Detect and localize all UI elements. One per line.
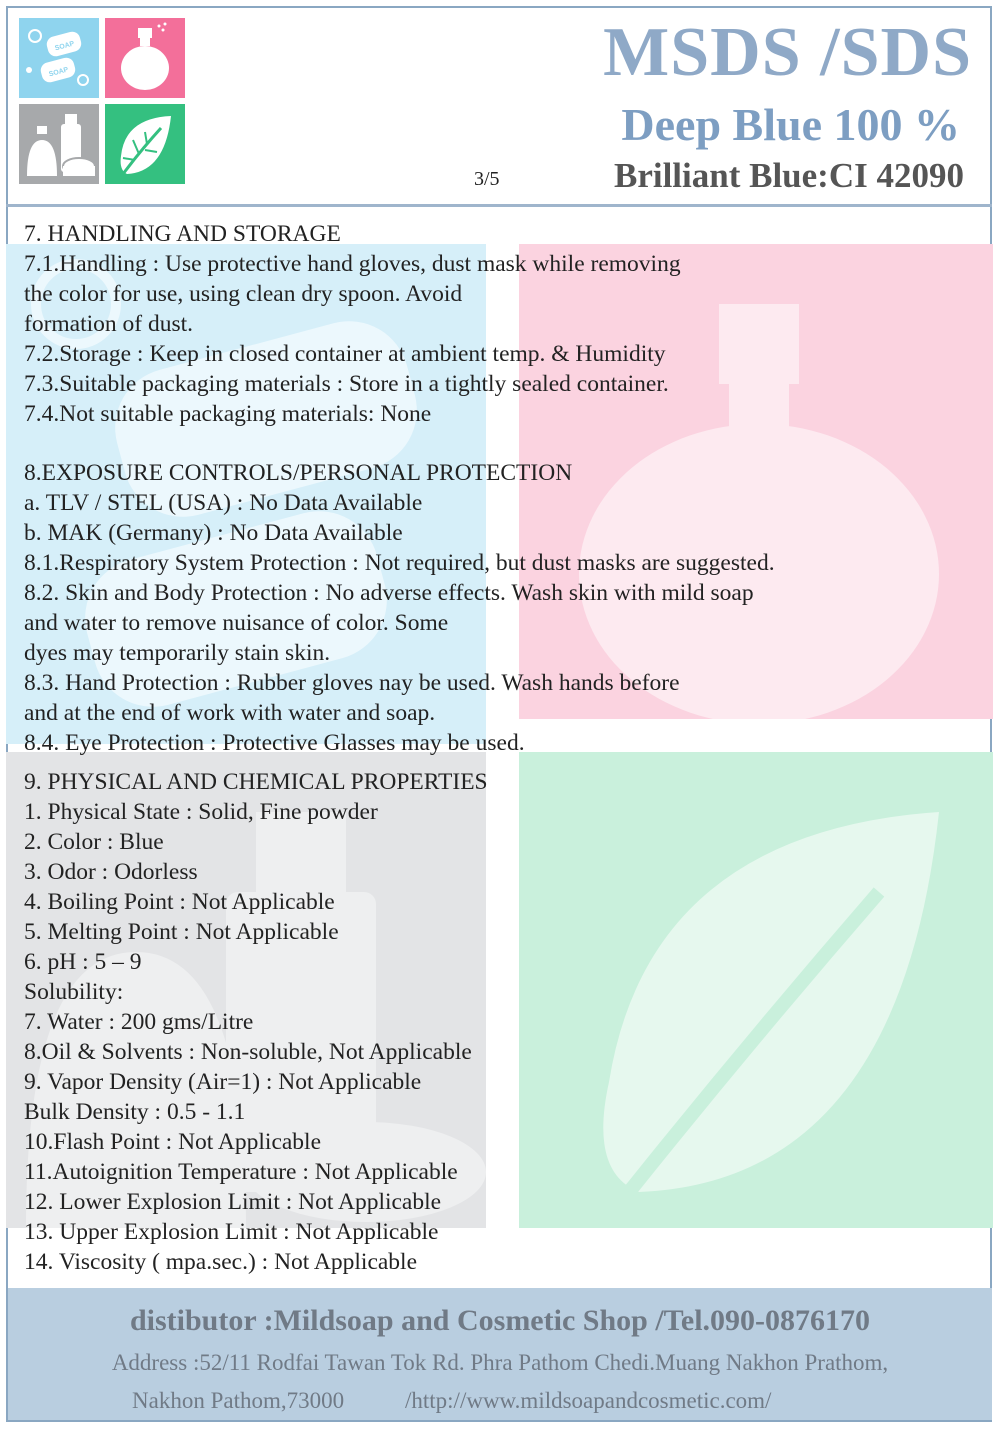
msds-content xyxy=(24,219,974,1277)
text-line: 3. Odor : Odorless xyxy=(24,859,198,885)
text-line: and water to remove nuisance of color. Some xyxy=(24,610,449,636)
text-line: 13. Upper Explosion Limit : Not Applicable xyxy=(24,1219,439,1245)
text-line: 8.1.Respiratory System Protection : Not required, but dust masks are suggested. xyxy=(24,550,775,576)
cosmetics-logo-tile xyxy=(19,104,99,184)
text-line: formation of dust. xyxy=(24,311,194,337)
text-line: dyes may temporarily stain skin. xyxy=(24,640,331,666)
text-line: 2. Color : Blue xyxy=(24,829,164,855)
text-line: 11.Autoignition Temperature : Not Applicable xyxy=(24,1159,458,1185)
website-link[interactable]: /http://www.mildsoapandcosmetic.com/ xyxy=(405,1388,772,1413)
text-line: 8.4. Eye Protection : Protective Glasses may be used. xyxy=(24,730,525,756)
text-line: 7.2.Storage : Keep in closed container at ambient temp. & Humidity xyxy=(24,341,666,367)
address-line-1: Address :52/11 Rodfai Tawan Tok Rd. Phra Pathom Chedi.Muang Nakhon Prathom, xyxy=(111,1350,889,1375)
text-line: and at the end of work with water and soap. xyxy=(24,700,436,726)
section-gap xyxy=(24,758,974,767)
text-line: Solubility: xyxy=(24,979,124,1005)
text-line: 1. Physical State : Solid, Fine powder xyxy=(24,799,378,825)
soap-icon xyxy=(19,18,99,98)
address-line-2: Nakhon Pathom,73000 xyxy=(132,1388,345,1413)
document-title: MSDS /SDS xyxy=(603,14,972,91)
section-handling-storage xyxy=(24,219,974,429)
svg-text:SOAP: SOAP xyxy=(54,40,76,53)
text-line: 12. Lower Explosion Limit : Not Applicable xyxy=(24,1189,442,1215)
text-line: 9. Vapor Density (Air=1) : Not Applicable xyxy=(24,1069,422,1095)
spray-bottle-logo-tile xyxy=(105,18,185,98)
text-line: 7.1.Handling : Use protective hand gloves, dust mask while removing xyxy=(24,251,681,277)
distributor-line: distibutor :Mildsoap and Cosmetic Shop /Tel.090-0876170 xyxy=(129,1304,871,1337)
text-line: a. TLV / STEL (USA) : No Data Available xyxy=(24,490,423,516)
product-name: Deep Blue 100 % xyxy=(621,99,960,150)
text-line: 7.4.Not suitable packaging materials: None xyxy=(24,401,432,427)
spray-bottle-icon xyxy=(105,18,185,98)
text-line: 14. Viscosity ( mpa.sec.) : Not Applicable xyxy=(24,1249,418,1275)
text-line: 7.3.Suitable packaging materials : Store in a tightly sealed container. xyxy=(24,371,669,397)
section-gap xyxy=(24,429,974,458)
cosmetic-bottles-icon xyxy=(19,104,99,184)
section-heading: 9. PHYSICAL AND CHEMICAL PROPERTIES xyxy=(24,769,488,795)
svg-text:SOAP: SOAP xyxy=(48,66,70,79)
text-line: 6. pH : 5 – 9 xyxy=(24,949,142,975)
soap-logo-tile xyxy=(19,18,99,98)
header-divider xyxy=(6,204,992,207)
text-line: 5. Melting Point : Not Applicable xyxy=(24,919,339,945)
text-line: 7. Water : 200 gms/Litre xyxy=(24,1009,254,1035)
text-line: the color for use, using clean dry spoon. Avoid xyxy=(24,281,463,307)
leaf-icon xyxy=(105,104,185,184)
footer xyxy=(8,1288,992,1420)
page-number: 3/5 xyxy=(474,168,500,190)
section-heading: 8.EXPOSURE CONTROLS/PERSONAL PROTECTION xyxy=(24,460,573,486)
text-line: Bulk Density : 0.5 - 1.1 xyxy=(24,1099,246,1125)
section-heading: 7. HANDLING AND STORAGE xyxy=(24,221,341,247)
leaf-logo-tile xyxy=(105,104,185,184)
text-line: 8.2. Skin and Body Protection : No adverse effects. Wash skin with mild soap xyxy=(24,580,754,606)
text-line: 8.3. Hand Protection : Rubber gloves nay be used. Wash hands before xyxy=(24,670,680,696)
text-line: 4. Boiling Point : Not Applicable xyxy=(24,889,335,915)
section-physical-properties xyxy=(24,767,974,1277)
section-exposure-controls xyxy=(24,458,974,758)
text-line: 8.Oil & Solvents : Non-soluble, Not Applicable xyxy=(24,1039,472,1065)
text-line: b. MAK (Germany) : No Data Available xyxy=(24,520,403,546)
chemical-name: Brilliant Blue:CI 42090 xyxy=(613,156,964,195)
text-line: 10.Flash Point : Not Applicable xyxy=(24,1129,322,1155)
